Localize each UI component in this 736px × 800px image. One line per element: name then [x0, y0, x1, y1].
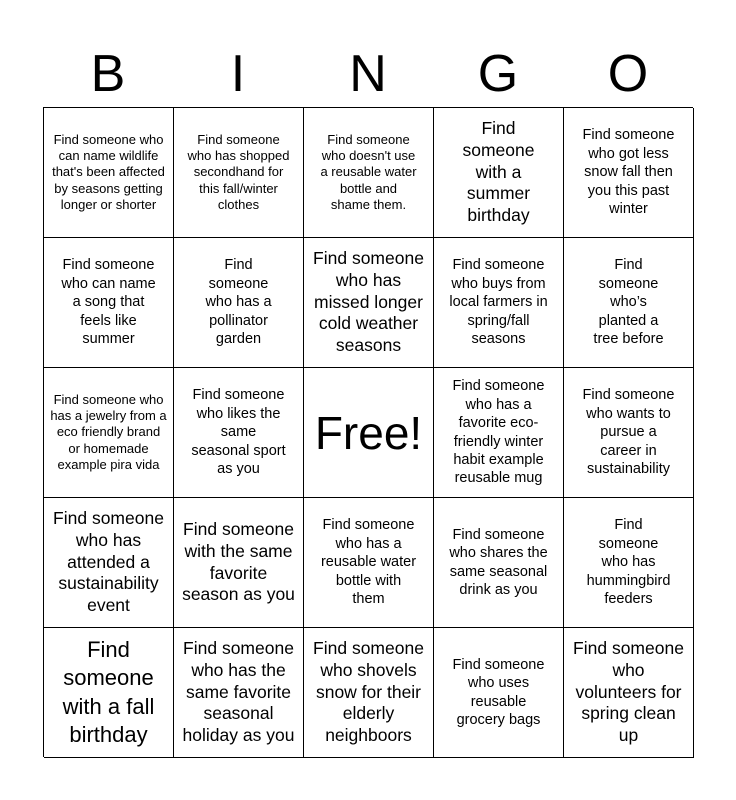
header-letter-g: G: [477, 45, 519, 103]
bingo-cell-r4-c3[interactable]: [304, 498, 434, 628]
bingo-cell-r1-c4[interactable]: [434, 108, 564, 238]
bingo-cell-r5-c5[interactable]: [564, 628, 694, 758]
bingo-cell-r5-c1[interactable]: [44, 628, 174, 758]
cell-text: Find someone who has shopped secondhand for this fall/winter clothes: [187, 131, 290, 213]
cell-text: Find someone who has a reusable water bottle with them: [320, 517, 417, 608]
cell-text: Find someone who has a pollinator garden: [205, 257, 272, 348]
cell-text: Find someone with a fall birthday: [62, 637, 155, 747]
cell-text: Find someone who has the same favorite seasonal holiday as you: [182, 638, 295, 746]
bingo-cell-r1-c5[interactable]: [564, 108, 694, 238]
cell-text: Find someone who can name a song that feels like summer: [61, 257, 156, 348]
header-letter-n: N: [349, 45, 387, 103]
bingo-cell-r1-c3[interactable]: [304, 108, 434, 238]
bingo-cell-r4-c4[interactable]: [434, 498, 564, 628]
cell-text: Find someone who wants to pursue a career in sustainability: [582, 387, 675, 478]
bingo-grid: [43, 107, 693, 757]
cell-text: Find someone with a summer birthday: [462, 118, 535, 226]
cell-text: Find someone who uses reusable grocery bags: [452, 656, 545, 728]
bingo-cell-r3-c4[interactable]: [434, 368, 564, 498]
bingo-cell-free[interactable]: [304, 368, 434, 498]
bingo-cell-r3-c2[interactable]: [174, 368, 304, 498]
bingo-cell-r2-c1[interactable]: [44, 238, 174, 368]
bingo-cell-r3-c1[interactable]: [44, 368, 174, 498]
cell-text: Find someone who’s planted a tree before: [593, 257, 664, 348]
cell-text: Find someone who shovels snow for their elderly neighboors: [313, 638, 424, 746]
bingo-cell-r4-c1[interactable]: [44, 498, 174, 628]
bingo-cell-r5-c3[interactable]: [304, 628, 434, 758]
cell-text: Find someone who shares the same seasonal drink as you: [449, 526, 548, 598]
header-letter-i: I: [230, 45, 246, 103]
bingo-cell-r2-c2[interactable]: [174, 238, 304, 368]
bingo-cell-r4-c5[interactable]: [564, 498, 694, 628]
bingo-cell-r2-c5[interactable]: [564, 238, 694, 368]
header-letter-o: O: [607, 45, 649, 103]
cell-text: Find someone who volunteers for spring clean up: [573, 638, 684, 746]
bingo-cell-r2-c4[interactable]: [434, 238, 564, 368]
bingo-header: [43, 40, 693, 108]
bingo-cell-r1-c2[interactable]: [174, 108, 304, 238]
bingo-cell-r2-c3[interactable]: [304, 238, 434, 368]
bingo-cell-r3-c5[interactable]: [564, 368, 694, 498]
cell-text: Find someone who buys from local farmers in spring/fall seasons: [449, 257, 548, 348]
cell-text: Find someone who has missed longer cold weather seasons: [313, 248, 424, 356]
cell-text: Find someone who has attended a sustainability event: [53, 508, 164, 616]
cell-text: Find someone who got less snow fall then you this past winter: [582, 127, 675, 218]
cell-text: Find someone who has hummingbird feeders: [586, 517, 671, 608]
cell-text: Find someone with the same favorite season as you: [182, 519, 295, 605]
bingo-cell-r4-c2[interactable]: [174, 498, 304, 628]
bingo-cell-r5-c2[interactable]: [174, 628, 304, 758]
cell-text: Find someone who doesn't use a reusable water bottle and shame them.: [320, 131, 417, 213]
free-space-label: Free!: [314, 406, 423, 459]
cell-text: Find someone who can name wildlife that's been affected by seasons getting longer or shorter: [52, 131, 165, 213]
bingo-cell-r1-c1[interactable]: [44, 108, 174, 238]
cell-text: Find someone who likes the same seasonal sport as you: [191, 387, 286, 478]
cell-text: Find someone who has a favorite eco-friendly winter habit example reusable mug: [452, 378, 545, 487]
cell-text: Find someone who has a jewelry from a eco friendly brand or homemade example pira vida: [50, 391, 167, 473]
bingo-cell-r5-c4[interactable]: [434, 628, 564, 758]
header-letter-b: B: [90, 45, 126, 103]
